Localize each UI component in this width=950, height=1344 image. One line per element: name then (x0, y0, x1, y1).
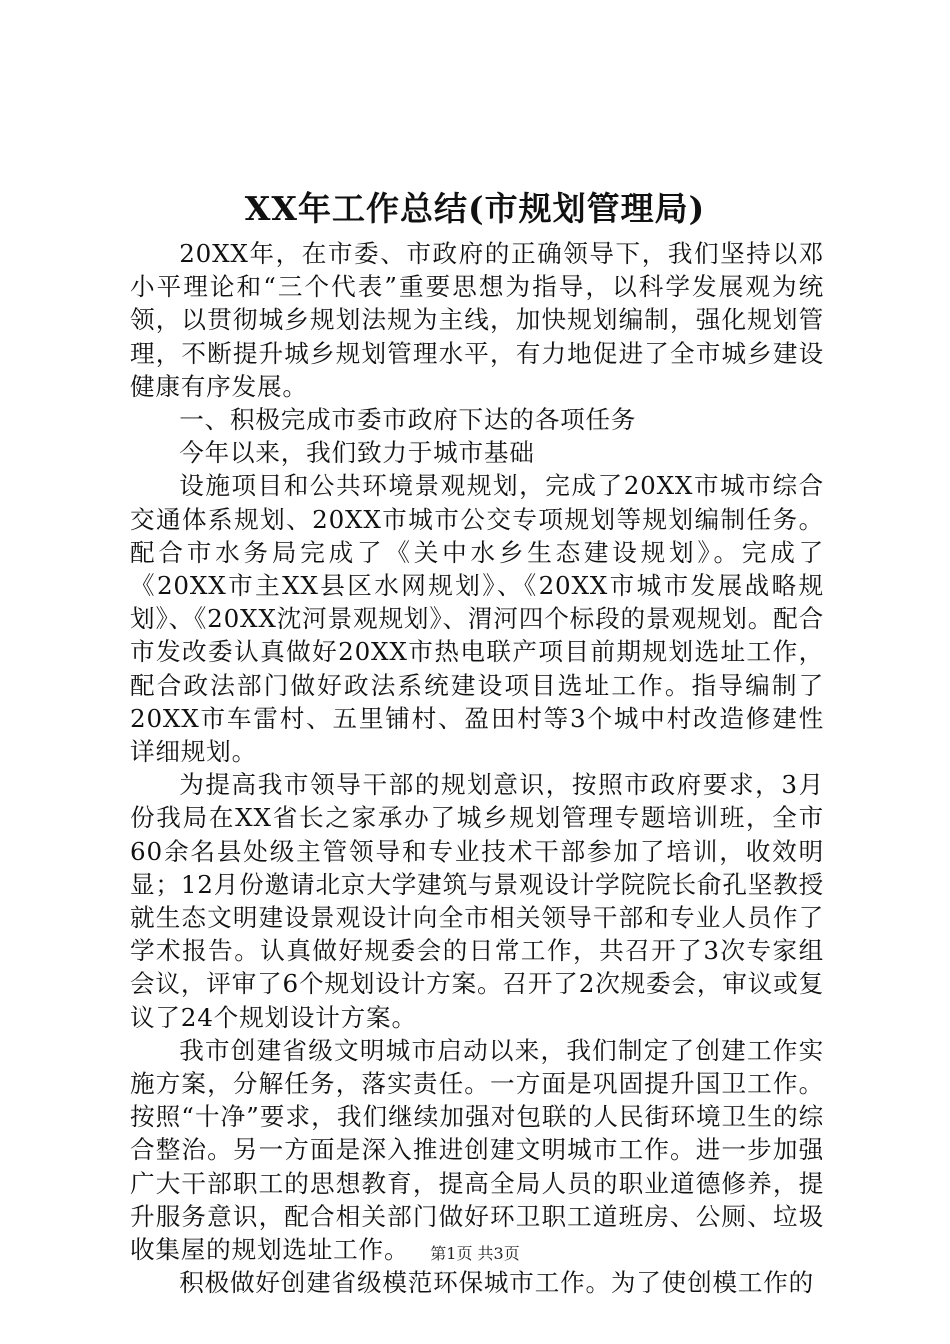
section-heading-1: 一、积极完成市委市政府下达的各项任务 (179, 405, 637, 435)
document-title: XX年工作总结(市规划管理局) (244, 189, 706, 228)
paragraph-6: 积极做好创建省级模范环保城市工作。为了使创模工作的 (179, 1268, 815, 1298)
paragraph-4: 为提高我市领导干部的规划意识，按照市政府要求，3月份我局在XX省长之家承办了城乡规划管理专题培训班，全市60余名县处级主管领导和专业技术干部参加了培训，收效明显；12月份邀请北京大学建筑与景观设计学院院长俞孔坚教授就生态文明建设景观设计向全市相关领导干部和专业人员作了学术报告。认真做好规委会的日常工作，共召开了3次专家组会议，评审了6个规划设计方案。召开了2次规委会，审议或复议了24个规划设计方案。 (130, 770, 824, 1032)
document-body (130, 237, 824, 1300)
paragraph-intro: 20XX年，在市委、市政府的正确领导下，我们坚持以邓小平理论和“三个代表”重要思想为指导，以科学发展观为统领，以贯彻城乡规划法规为主线，加快规划编制，强化规划管理，不断提升城乡规划管理水平，有力地促进了全市城乡建设健康有序发展。 (130, 239, 824, 401)
paragraph-2: 今年以来，我们致力于城市基础 (179, 438, 535, 468)
paragraph-3: 设施项目和公共环境景观规划，完成了20XX市城市综合交通体系规划、20XX市城市公交专项规划等规划编制任务。配合市水务局完成了《关中水乡生态建设规划》。完成了《20XX市主XX县区水网规划》、《20XX市城市发展战略规划》、《20XX沈河景观规划》、渭河四个标段的景观规划。配合市发改委认真做好20XX市热电联产项目前期规划选址工作，配合政法部门做好政法系统建设项目选址工作。指导编制了20XX市车雷村、五里铺村、盈田村等3个城中村改造修建性详细规划。 (130, 471, 824, 767)
paragraph-5: 我市创建省级文明城市启动以来，我们制定了创建工作实施方案，分解任务，落实责任。一方面是巩固提升国卫工作。按照“十净”要求，我们继续加强对包联的人民街环境卫生的综合整治。另一方面是深入推进创建文明城市工作。进一步加强广大干部职工的思想教育，提高全局人员的职业道德修养，提升服务意识，配合相关部门做好环卫职工道班房、公厕、垃圾收集屋的规划选址工作。 (130, 1035, 824, 1265)
page-number-footer: 第1页 共3页 (430, 1244, 520, 1263)
